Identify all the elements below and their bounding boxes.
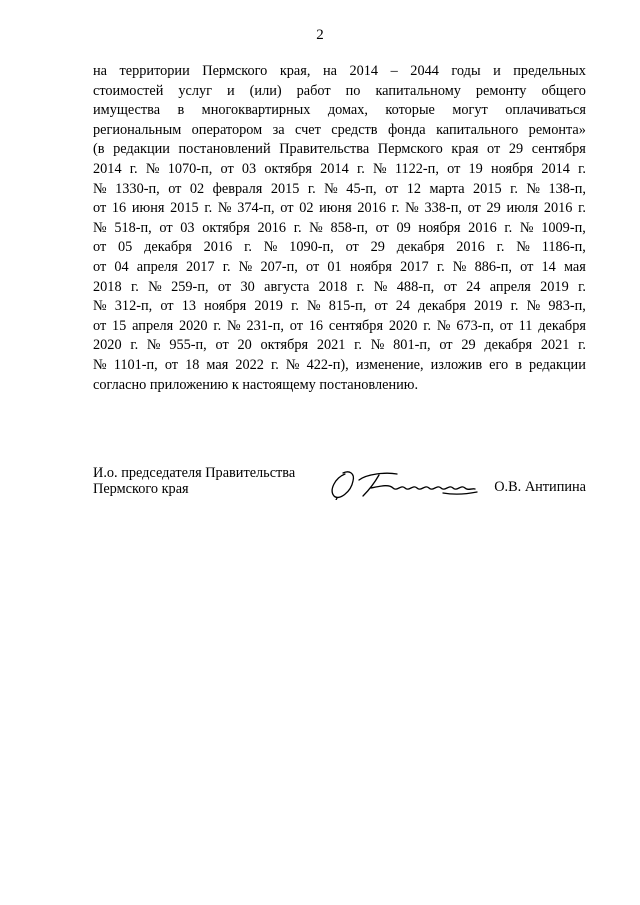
paragraph-word: (или) xyxy=(249,82,282,99)
paragraph-word: № xyxy=(238,258,253,275)
paragraph-word: 1009-п, xyxy=(541,219,586,236)
paragraph-word: ремонту xyxy=(475,82,527,99)
paragraph-word: 2014 xyxy=(93,160,122,177)
paragraph-word: № xyxy=(519,219,534,236)
paragraph-word: 15 xyxy=(112,317,127,334)
paragraph-word: г. xyxy=(504,219,513,236)
paragraph-word: 2015 xyxy=(473,180,502,197)
paragraph-line xyxy=(93,140,586,160)
paragraph-word: за xyxy=(272,121,285,138)
paragraph-word: 03 xyxy=(180,219,195,236)
paragraph-word: от xyxy=(93,258,107,275)
paragraph-word: 03 xyxy=(241,160,257,177)
paragraph-word: г. xyxy=(391,200,400,217)
paragraph-word: от xyxy=(168,180,182,197)
paragraph-word: г. xyxy=(354,337,362,354)
paragraph-word: от xyxy=(160,298,174,315)
paragraph-word: от xyxy=(385,180,399,197)
paragraph-word: многоквартирных xyxy=(201,102,311,119)
paragraph-word: от xyxy=(499,317,513,334)
paragraph-word: г. xyxy=(356,160,365,177)
paragraph-line xyxy=(93,297,586,317)
paragraph-word: № xyxy=(526,298,541,315)
paragraph-word: г. xyxy=(578,200,586,217)
paragraph-word: г. xyxy=(293,219,302,236)
paragraph-word: № xyxy=(309,219,323,236)
paragraph-line xyxy=(93,336,586,356)
paragraph-word: № xyxy=(372,160,387,177)
paragraph-word: 2021 xyxy=(540,337,570,354)
paragraph-word: от xyxy=(520,258,534,275)
paragraph-word: редакции xyxy=(529,356,586,373)
paragraph-word: 29 xyxy=(508,141,524,158)
paragraph-word: 983-п, xyxy=(548,298,586,315)
paragraph-word: редакции xyxy=(113,141,170,158)
paragraph-word: 2016 xyxy=(468,219,497,236)
paragraph-word: № xyxy=(452,258,467,275)
paragraph-word: 02 xyxy=(299,200,314,217)
paragraph-word: 518-п, xyxy=(114,219,152,236)
paragraph-word: № xyxy=(307,298,321,315)
paragraph-word: фонда xyxy=(387,121,426,138)
signatory-name: О.В. Антипина xyxy=(494,479,586,495)
paragraph-word: 673-п, xyxy=(456,317,494,334)
paragraph-line xyxy=(93,317,586,337)
paragraph-word: июня xyxy=(131,200,165,217)
paragraph-word: 30 xyxy=(240,278,255,295)
paragraph-word: от xyxy=(467,200,481,217)
paragraph-word: 18 xyxy=(185,356,200,373)
paragraph-word: 01 xyxy=(327,258,342,275)
paragraph-word: 05 xyxy=(118,239,133,256)
paragraph-line xyxy=(93,199,586,219)
paragraph-word: октября xyxy=(202,219,250,236)
paragraph-word: мая xyxy=(206,356,229,373)
paragraph-line xyxy=(93,238,586,258)
paragraph-word: апреля xyxy=(132,317,174,334)
paragraph-word: 2016 xyxy=(456,239,485,256)
paragraph-word: от xyxy=(220,160,234,177)
paragraph-word: г. xyxy=(130,278,139,295)
paragraph-word: домах, xyxy=(327,102,368,119)
handwritten-signature xyxy=(325,466,485,500)
paragraph-word: № xyxy=(93,298,107,315)
paragraph-word: № xyxy=(93,180,107,197)
paragraph-word: г. xyxy=(356,278,365,295)
paragraph-word: 19 xyxy=(468,160,483,177)
paragraph-line xyxy=(93,101,586,121)
paragraph-word: от xyxy=(159,219,173,236)
paragraph-word: г. xyxy=(578,278,586,295)
paragraph-word: 2017 xyxy=(400,258,429,275)
paragraph-word: от xyxy=(447,160,461,177)
paragraph-word: по xyxy=(345,82,361,99)
paragraph-word: № xyxy=(93,356,107,373)
paragraph-line xyxy=(93,160,586,180)
paragraph-word: 2018 xyxy=(318,278,348,295)
paragraph-word: 24 xyxy=(395,298,410,315)
paragraph-word: 1122-п, xyxy=(394,160,439,177)
paragraph-word: – xyxy=(390,63,398,79)
paragraph-word: № xyxy=(324,180,338,197)
paragraph-word: изменение, xyxy=(355,356,424,373)
paragraph-word: от xyxy=(374,298,388,315)
paragraph-word: 2016 xyxy=(203,239,233,256)
paragraph-word: 858-п, xyxy=(330,219,368,236)
paragraph-word: апреля xyxy=(136,258,178,275)
page-number: 2 xyxy=(316,27,324,43)
paragraph-word: октября xyxy=(260,337,309,354)
paragraph-word: № xyxy=(148,278,162,295)
paragraph-word: 12 xyxy=(406,180,422,197)
paragraph-word: от xyxy=(164,356,179,373)
paragraph-word: на xyxy=(93,63,107,79)
paragraph-word: № xyxy=(373,278,388,295)
paragraph-word: от xyxy=(345,239,359,256)
paragraph-word: декабря xyxy=(396,239,445,256)
paragraph-word: от xyxy=(439,337,453,354)
paragraph-word: г. xyxy=(204,200,213,217)
paragraph-word: г. xyxy=(423,317,432,334)
paragraph-word: 13 xyxy=(181,298,196,315)
paragraph-word: и xyxy=(493,63,501,79)
paragraph-word: сентября xyxy=(328,317,384,334)
paragraph-word: 2019 xyxy=(254,298,283,315)
paragraph-word: постановлений xyxy=(178,141,271,158)
paragraph-word: от xyxy=(280,200,294,217)
paragraph-word: 2014 xyxy=(320,160,349,177)
paragraph-word: его xyxy=(489,356,509,373)
paragraph-word: ноября xyxy=(204,298,247,315)
paragraph-word: средств xyxy=(331,121,378,138)
paragraph-word: 2018 xyxy=(93,278,122,295)
paragraph-word: 2014 xyxy=(349,63,379,79)
paragraph-word: ноября xyxy=(349,258,392,275)
paragraph-word: 2022 xyxy=(235,356,264,373)
paragraph-word: г. xyxy=(578,337,586,354)
paragraph-word: от xyxy=(443,278,457,295)
paragraph-word: годы xyxy=(451,63,481,79)
paragraph-word: № xyxy=(217,200,232,217)
paragraph-word: Пермского xyxy=(377,141,443,158)
paragraph-word: предельных xyxy=(513,63,586,79)
paragraph-line xyxy=(93,356,586,376)
paragraph-word: г. xyxy=(222,258,231,275)
paragraph-word: ноября xyxy=(491,160,534,177)
paragraph-word: декабря xyxy=(144,239,192,256)
paragraph-word: г. xyxy=(496,239,505,256)
paragraph-word: июля xyxy=(506,200,539,217)
paragraph-word: 2015 xyxy=(270,180,300,197)
paragraph-word: края xyxy=(451,141,479,158)
paragraph-word: 29 xyxy=(370,239,385,256)
paragraph-word: 29 xyxy=(461,337,476,354)
paragraph-word: г. xyxy=(244,239,252,256)
paragraph-word: 2020 xyxy=(93,337,122,354)
paragraph-word: территории xyxy=(119,63,190,79)
paragraph-word: оплачиваться xyxy=(505,102,586,119)
paragraph-word: апреля xyxy=(489,278,531,295)
paragraph-word: 29 xyxy=(486,200,501,217)
paragraph-word: сентября xyxy=(531,141,586,158)
paragraph-word: 2020 xyxy=(388,317,418,334)
paragraph-word: 20 xyxy=(237,337,252,354)
paragraph-word: 04 xyxy=(114,258,129,275)
paragraph-word: оператором xyxy=(191,121,263,138)
paragraph-word: № xyxy=(263,239,278,256)
paragraph-word: региональным xyxy=(93,121,182,138)
paragraph-word: августа xyxy=(264,278,310,295)
signatory-position-line1: И.о. председателя Правительства xyxy=(93,465,296,481)
paragraph-word: к xyxy=(231,376,239,393)
paragraph-word: № xyxy=(145,160,160,177)
paragraph-word: 312-п, xyxy=(114,298,153,315)
paragraph-word: стоимостей xyxy=(93,82,164,99)
paragraph-word: 374-п, xyxy=(237,200,275,217)
paragraph-word: настоящему xyxy=(242,376,316,393)
paragraph-word: в xyxy=(515,356,522,373)
paragraph-word: г. xyxy=(270,356,279,373)
paragraph-word: от xyxy=(93,239,107,256)
paragraph-word: 16 xyxy=(111,200,127,217)
paragraph-word: изложив xyxy=(430,356,483,373)
paragraph-word: г. xyxy=(578,160,586,177)
paragraph-word: на xyxy=(322,63,337,79)
paragraph-word: в xyxy=(177,102,185,119)
paragraph-word: имущества xyxy=(93,102,161,119)
body-paragraph xyxy=(93,62,586,395)
paragraph-word: общего xyxy=(541,82,586,99)
paragraph-word: г. xyxy=(510,298,519,315)
paragraph-word: 1101-п, xyxy=(113,356,158,373)
paragraph-word: от xyxy=(487,141,501,158)
paragraph-word: 1186-п, xyxy=(541,239,586,256)
paragraph-word: от xyxy=(215,337,229,354)
paragraph-word: 16 xyxy=(308,317,324,334)
paragraph-word: № xyxy=(516,239,530,256)
paragraph-word: 207-п, xyxy=(260,258,298,275)
paragraph-word: 815-п, xyxy=(328,298,367,315)
paragraph-word: 955-п, xyxy=(169,337,207,354)
paragraph-word: 11 xyxy=(518,317,533,334)
paragraph-line xyxy=(93,180,586,200)
paragraph-line xyxy=(93,219,586,239)
paragraph-word: от xyxy=(93,200,107,217)
paragraph-word: услуг xyxy=(178,82,213,99)
paragraph-word: № xyxy=(526,180,541,197)
paragraph-word: 45-п, xyxy=(346,180,377,197)
paragraph-word: 259-п, xyxy=(171,278,209,295)
paragraph-word: 2044 xyxy=(410,63,439,79)
paragraph-word: № xyxy=(227,317,241,334)
paragraph-word: постановлению. xyxy=(319,376,419,393)
paragraph-word: ноября xyxy=(418,219,461,236)
paragraph-word: 1070-п, xyxy=(167,160,213,177)
paragraph-word: 488-п, xyxy=(396,278,435,295)
paragraph-word: июня xyxy=(319,200,352,217)
paragraph-word: № xyxy=(370,337,385,354)
paragraph-word: от xyxy=(93,317,107,334)
paragraph-word: № xyxy=(405,200,419,217)
paragraph-word: ремонта» xyxy=(528,121,586,138)
paragraph-word: и xyxy=(227,82,235,99)
paragraph-line xyxy=(93,258,586,278)
paragraph-word: 2015 xyxy=(170,200,199,217)
signatory-position xyxy=(93,466,295,497)
paragraph-word: 1330-п, xyxy=(115,180,160,197)
paragraph-word: г. xyxy=(307,180,316,197)
paragraph-word: капитального xyxy=(436,121,519,138)
paragraph-word: 422-п), xyxy=(306,356,349,373)
paragraph-word: декабря xyxy=(538,317,586,334)
paragraph-word: 1090-п, xyxy=(289,239,334,256)
paragraph-word: 2016 xyxy=(357,200,386,217)
paragraph-word: согласно xyxy=(93,376,147,393)
paragraph-word: 2014 xyxy=(541,160,570,177)
paragraph-word: Правительства xyxy=(279,141,370,158)
paragraph-word: № xyxy=(93,219,107,236)
paragraph-word: 02 xyxy=(189,180,205,197)
paragraph-word: 24 xyxy=(466,278,481,295)
paragraph-word: 14 xyxy=(541,258,556,275)
paragraph-word: марта xyxy=(429,180,465,197)
paragraph-word: от xyxy=(375,219,389,236)
paragraph-line xyxy=(93,82,586,102)
paragraph-word: Пермского xyxy=(202,63,268,79)
paragraph-word: приложению xyxy=(149,376,229,393)
paragraph-word: от xyxy=(289,317,303,334)
paragraph-word: г. xyxy=(510,180,518,197)
paragraph-word: 338-п, xyxy=(424,200,462,217)
paragraph-word: № xyxy=(436,317,451,334)
paragraph-word: г. xyxy=(291,298,299,315)
paragraph-word: № xyxy=(146,337,161,354)
paragraph-word: 2016 xyxy=(543,200,573,217)
paragraph-word: 2016 xyxy=(257,219,287,236)
paragraph-word: 09 xyxy=(396,219,411,236)
paragraph-word: 886-п, xyxy=(474,258,513,275)
paragraph-word: 801-п, xyxy=(393,337,431,354)
paragraph-line xyxy=(93,376,586,396)
paragraph-word: 231-п, xyxy=(246,317,284,334)
paragraph-word: 2019 xyxy=(540,278,569,295)
signatory-position-line2: Пермского края xyxy=(93,480,189,497)
paragraph-word: 2017 xyxy=(185,258,215,275)
paragraph-word: г. xyxy=(436,258,445,275)
paragraph-word: февраля xyxy=(212,180,263,197)
paragraph-word: капитальному xyxy=(375,82,461,99)
paragraph-word: 2021 xyxy=(316,337,346,354)
paragraph-word: мая xyxy=(563,258,586,275)
paragraph-word: 138-п, xyxy=(548,180,586,197)
paragraph-word: 2020 xyxy=(178,317,208,334)
paragraph-word: г. xyxy=(130,337,139,354)
paragraph-word: г. xyxy=(213,317,222,334)
paragraph-word: № xyxy=(285,356,300,373)
paragraph-word: счет xyxy=(295,121,321,138)
paragraph-word: декабря xyxy=(484,337,533,354)
paragraph-word: декабря xyxy=(418,298,466,315)
paragraph-word: от xyxy=(217,278,232,295)
paragraph-word: которые xyxy=(385,102,435,119)
signature-block xyxy=(93,466,586,506)
paragraph-word: от xyxy=(306,258,320,275)
paragraph-word: края, xyxy=(279,63,311,79)
paragraph-word: г. xyxy=(129,160,138,177)
paragraph-word: (в xyxy=(93,141,105,158)
paragraph-word: 2019 xyxy=(473,298,503,315)
paragraph-word: могут xyxy=(452,102,488,119)
paragraph-word: октября xyxy=(264,160,312,177)
paragraph-line xyxy=(93,278,586,298)
paragraph-line xyxy=(93,62,586,82)
paragraph-word: работ xyxy=(296,82,331,99)
paragraph-line xyxy=(93,121,586,141)
